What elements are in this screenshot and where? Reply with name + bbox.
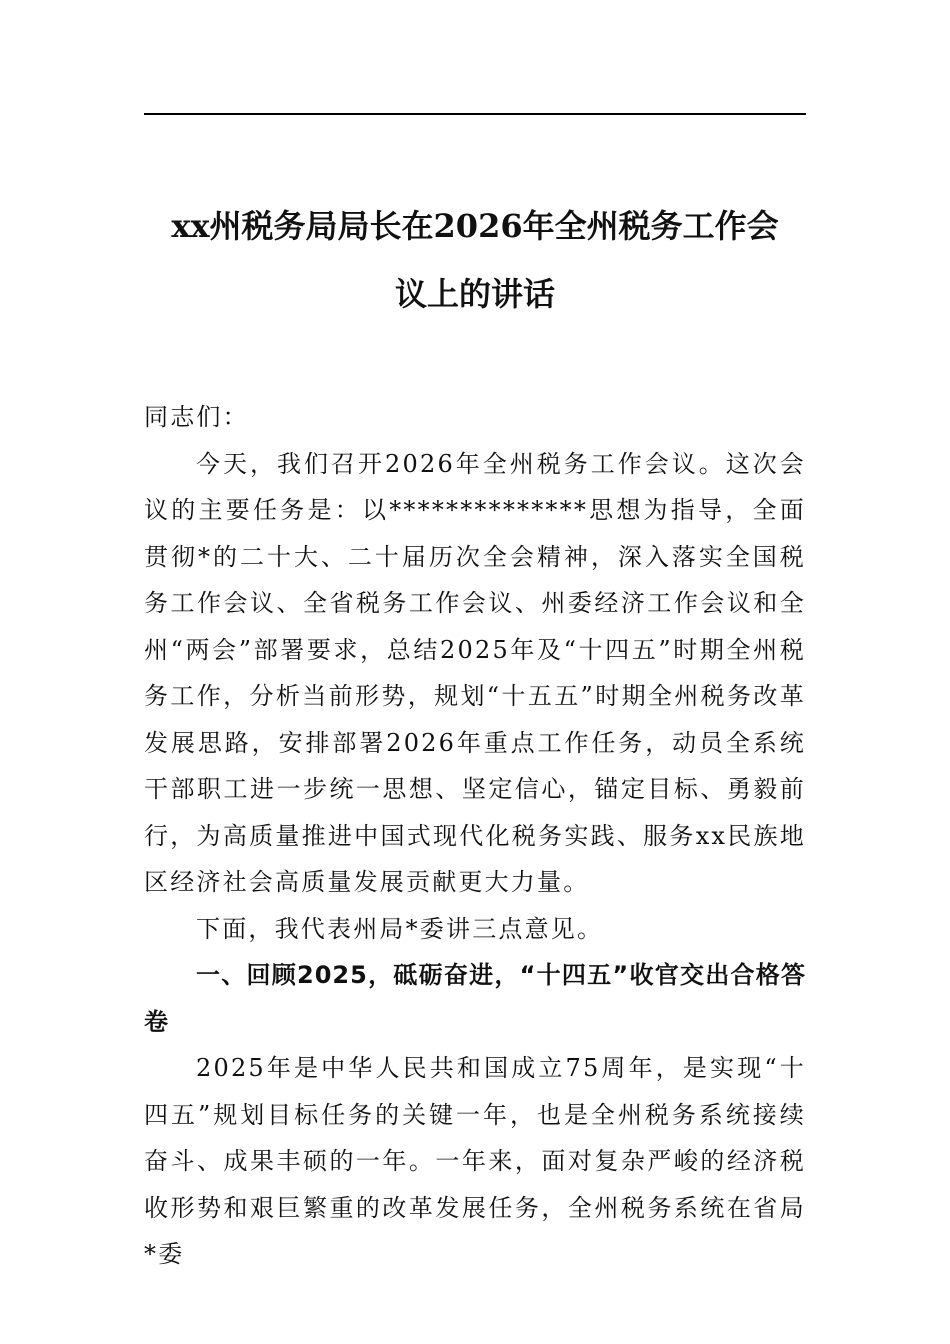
section-1-heading: 一、回顾2025，砥砺奋进，“十四五”收官交出合格答卷 [144, 961, 806, 1036]
title-line-2: 议上的讲话 [394, 275, 555, 313]
paragraph-1: 今天，我们召开2026年全州税务工作会议。这次会议的主要任务是：以**************思想为指导，全面贯彻*的二十大、二十届历次全会精神，深入落实全国税务工作会议、全省税务工作会议、州委经济工作会议和全州“两会”部署要求，总结2025年及“十四五”时期全州税务工作，分析当前形势，规划“十五五”时期全州税务改革发展思路，安排部署2026年重点工作任务，动员全系统干部职工进一步统一思想、坚定信心，锚定目标、勇毅前行，为高质量推进中国式现代化税务实践、服务xx民族地区经济社会高质量发展贡献更大力量。 [144, 449, 806, 896]
salutation: 同志们： [144, 403, 249, 431]
paragraph-2: 下面，我代表州局*委讲三点意见。 [196, 914, 604, 943]
paragraph-3: 2025年是中华人民共和国成立75周年，是实现“十四五”规划目标任务的关键一年，也是全州税务系统接续奋斗、成果丰硕的一年。一年来，面对复杂严峻的经济税收形势和艰巨繁重的改革发展任务，全州税务系统在省局*委 [144, 1054, 806, 1268]
title-line-1: xx州税务局局长在2026年全州税务工作会 [171, 207, 779, 245]
header-rule [144, 113, 806, 115]
document-body [144, 394, 806, 1278]
document-title [144, 192, 806, 328]
